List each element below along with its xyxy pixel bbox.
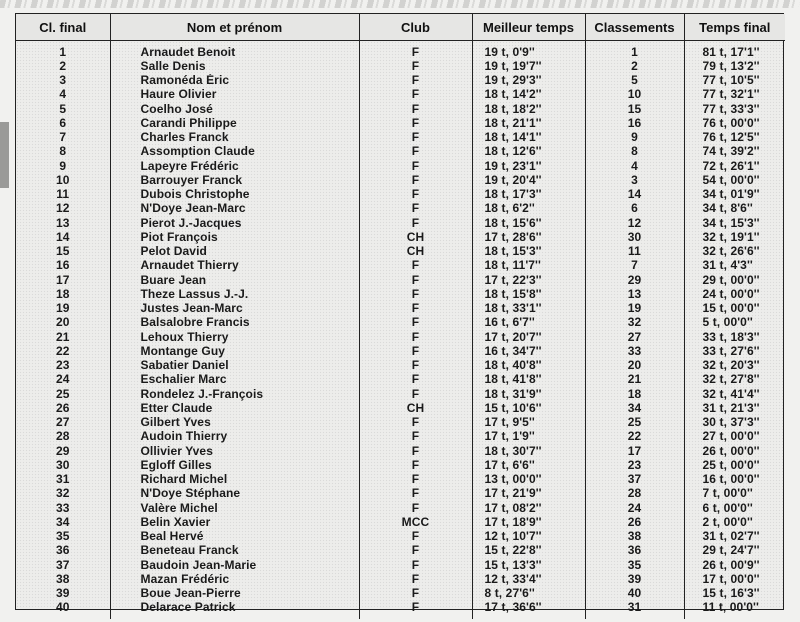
cell-name: Ollivier Yves <box>110 444 359 458</box>
cell-name: Carandi Philippe <box>110 116 359 130</box>
cell-final-time: 34 t, 15'3'' <box>702 216 760 230</box>
cell-final-rank: 21 <box>16 330 110 344</box>
table-row <box>16 587 785 601</box>
cell-final-time: 32 t, 26'6'' <box>702 244 760 259</box>
cell-final-time: 31 t, 4'3'' <box>702 258 753 273</box>
table-row <box>16 401 785 415</box>
cell-club: F <box>359 572 472 586</box>
cell-best-time: 12 t, 33'4'' <box>472 572 585 586</box>
cell-club: F <box>359 601 472 619</box>
cell-ranking: 32 <box>585 316 684 330</box>
cell-club: F <box>359 216 472 230</box>
cell-club: F <box>359 458 472 472</box>
cell-best-time: 15 t, 22'8'' <box>472 544 585 558</box>
table-header <box>16 14 785 41</box>
cell-ranking: 27 <box>585 330 684 344</box>
cell-final-time: 33 t, 27'6'' <box>702 344 760 358</box>
cell-final-time: 15 t, 00'0'' <box>702 301 760 316</box>
cell-best-time: 18 t, 15'8'' <box>472 287 585 301</box>
cell-best-time: 18 t, 18'2'' <box>472 102 585 116</box>
cell-final-time: 29 t, 24'7'' <box>702 543 760 558</box>
cell-final-rank: 2 <box>16 59 110 73</box>
cell-best-time: 18 t, 14'2'' <box>472 88 585 102</box>
cell-final-rank: 10 <box>16 173 110 187</box>
cell-ranking: 2 <box>585 59 684 73</box>
header-final-rank: Cl. final <box>16 14 110 41</box>
cell-final-time: 25 t, 00'0'' <box>702 458 760 472</box>
table-row <box>16 330 785 344</box>
cell-final-time: 81 t, 17'1'' <box>702 44 760 59</box>
cell-club: F <box>359 387 472 401</box>
cell-ranking: 29 <box>585 273 684 287</box>
cell-best-time: 18 t, 33'1'' <box>472 302 585 316</box>
cell-ranking: 1 <box>585 41 684 60</box>
cell-final-rank: 24 <box>16 373 110 387</box>
cell-club: F <box>359 473 472 487</box>
margin-mark <box>0 122 9 188</box>
cell-club: F <box>359 259 472 273</box>
cell-ranking: 25 <box>585 416 684 430</box>
table-row <box>16 572 785 586</box>
table-row <box>16 74 785 88</box>
table-row <box>16 302 785 316</box>
cell-club: CH <box>359 230 472 244</box>
cell-best-time: 16 t, 6'7'' <box>472 316 585 330</box>
cell-name: Justes Jean-Marc <box>110 302 359 316</box>
table-row <box>16 159 785 173</box>
table-row <box>16 88 785 102</box>
cell-final-time: 77 t, 33'3'' <box>702 102 760 116</box>
cell-name: Ramonéda Éric <box>110 74 359 88</box>
cell-best-time: 17 t, 20'7'' <box>472 330 585 344</box>
cell-club: MCC <box>359 515 472 529</box>
cell-name: Audoin Thierry <box>110 430 359 444</box>
cell-name: Delarace Patrick <box>110 601 359 619</box>
cell-club: F <box>359 344 472 358</box>
cell-final-rank: 37 <box>16 558 110 572</box>
cell-final-time: 77 t, 32'1'' <box>702 87 760 102</box>
table-row <box>16 41 785 60</box>
cell-final-rank: 28 <box>16 430 110 444</box>
cell-final-rank: 22 <box>16 344 110 358</box>
cell-final-rank: 16 <box>16 259 110 273</box>
cell-ranking: 12 <box>585 216 684 230</box>
cell-best-time: 19 t, 29'3'' <box>472 74 585 88</box>
cell-name: Arnaudet Thierry <box>110 259 359 273</box>
cell-name: Montange Guy <box>110 344 359 358</box>
table-row <box>16 188 785 202</box>
table-row <box>16 444 785 458</box>
cell-best-time: 19 t, 0'9'' <box>472 41 585 60</box>
cell-ranking: 9 <box>585 131 684 145</box>
cell-final-rank: 5 <box>16 102 110 116</box>
cell-final-time: 74 t, 39'2'' <box>702 144 760 159</box>
cell-best-time: 16 t, 34'7'' <box>472 344 585 358</box>
cell-final-time: 54 t, 00'0'' <box>702 173 760 187</box>
table-row <box>16 487 785 501</box>
cell-final-time: 29 t, 00'0'' <box>702 273 760 287</box>
cell-best-time: 17 t, 22'3'' <box>472 273 585 287</box>
cell-final-time: 6 t, 00'0'' <box>702 501 753 515</box>
cell-name: Theze Lassus J.-J. <box>110 287 359 301</box>
cell-best-time: 17 t, 08'2'' <box>472 501 585 515</box>
cell-club: F <box>359 530 472 544</box>
cell-best-time: 17 t, 9'5'' <box>472 416 585 430</box>
cell-ranking: 26 <box>585 515 684 529</box>
cell-final-rank: 30 <box>16 458 110 472</box>
cell-final-rank: 12 <box>16 202 110 216</box>
cell-ranking: 6 <box>585 202 684 216</box>
cell-ranking: 31 <box>585 601 684 619</box>
cell-ranking: 5 <box>585 74 684 88</box>
cell-name: Haure Olivier <box>110 88 359 102</box>
cell-name: Gilbert Yves <box>110 416 359 430</box>
cell-name: Coelho José <box>110 102 359 116</box>
cell-final-rank: 8 <box>16 145 110 159</box>
cell-name: Pelot David <box>110 245 359 259</box>
cell-name: Barrouyer Franck <box>110 173 359 187</box>
cell-name: Eschalier Marc <box>110 373 359 387</box>
cell-name: Baudoin Jean-Marie <box>110 558 359 572</box>
cell-final-rank: 26 <box>16 401 110 415</box>
cell-best-time: 19 t, 19'7'' <box>472 59 585 73</box>
cell-final-time: 11 t, 00'0'' <box>702 600 759 615</box>
cell-final-rank: 1 <box>16 41 110 60</box>
cell-ranking: 8 <box>585 145 684 159</box>
cell-name: Sabatier Daniel <box>110 359 359 373</box>
cropped-heading-fragment <box>0 0 800 8</box>
cell-best-time: 18 t, 12'6'' <box>472 145 585 159</box>
cell-final-time: 34 t, 8'6'' <box>702 201 753 216</box>
cell-ranking: 4 <box>585 159 684 173</box>
table-row <box>16 102 785 116</box>
cell-name: N'Doye Jean-Marc <box>110 202 359 216</box>
table-row <box>16 530 785 544</box>
cell-name: Salle Denis <box>110 59 359 73</box>
cell-club: F <box>359 202 472 216</box>
cell-final-time: 17 t, 00'0'' <box>702 572 760 586</box>
cell-club: F <box>359 102 472 116</box>
cell-name: Lehoux Thierry <box>110 330 359 344</box>
cell-best-time: 18 t, 15'3'' <box>472 245 585 259</box>
cell-club: F <box>359 131 472 145</box>
table-row <box>16 245 785 259</box>
cell-name: Valère Michel <box>110 501 359 515</box>
cell-ranking: 11 <box>585 245 684 259</box>
cell-ranking: 18 <box>585 387 684 401</box>
cell-best-time: 19 t, 23'1'' <box>472 159 585 173</box>
cell-club: F <box>359 444 472 458</box>
cell-name: Rondelez J.-François <box>110 387 359 401</box>
table-row <box>16 173 785 187</box>
cell-final-rank: 29 <box>16 444 110 458</box>
cell-final-rank: 6 <box>16 116 110 130</box>
header-club: Club <box>359 14 472 41</box>
cell-name: Dubois Christophe <box>110 188 359 202</box>
cell-ranking: 40 <box>585 587 684 601</box>
cell-final-rank: 25 <box>16 387 110 401</box>
cell-ranking: 37 <box>585 473 684 487</box>
cell-ranking: 17 <box>585 444 684 458</box>
cell-best-time: 18 t, 14'1'' <box>472 131 585 145</box>
cell-club: F <box>359 316 472 330</box>
cell-name: Buare Jean <box>110 273 359 287</box>
header-rankings: Classements <box>585 14 684 41</box>
table-row <box>16 344 785 358</box>
cell-final-rank: 3 <box>16 74 110 88</box>
cell-final-time: 16 t, 00'0'' <box>702 472 760 487</box>
cell-final-rank: 4 <box>16 88 110 102</box>
cell-name: Lapeyre Frédéric <box>110 159 359 173</box>
table-row <box>16 558 785 572</box>
table-row <box>16 259 785 273</box>
header-row <box>16 14 785 41</box>
table-row <box>16 387 785 401</box>
cell-final-time: 31 t, 02'7'' <box>702 529 760 544</box>
cell-final-time: 32 t, 19'1'' <box>702 230 760 244</box>
cell-ranking: 14 <box>585 188 684 202</box>
cell-best-time: 17 t, 28'6'' <box>472 230 585 244</box>
cell-ranking: 38 <box>585 530 684 544</box>
cell-final-rank: 35 <box>16 530 110 544</box>
cell-name: Beneteau Franck <box>110 544 359 558</box>
cell-best-time: 18 t, 30'7'' <box>472 444 585 458</box>
cell-ranking: 39 <box>585 572 684 586</box>
cell-ranking: 30 <box>585 230 684 244</box>
cell-ranking: 15 <box>585 102 684 116</box>
cell-club: F <box>359 330 472 344</box>
cell-ranking: 16 <box>585 116 684 130</box>
cell-best-time: 15 t, 10'6'' <box>472 401 585 415</box>
cell-final-time: 31 t, 21'3'' <box>702 401 760 415</box>
table-row <box>16 601 785 619</box>
cell-final-time: 26 t, 00'9'' <box>702 558 760 572</box>
cell-name: Richard Michel <box>110 473 359 487</box>
cell-best-time: 17 t, 36'6'' <box>472 601 585 619</box>
cell-ranking: 22 <box>585 430 684 444</box>
cell-final-time: 76 t, 00'0'' <box>702 116 760 130</box>
cell-final-rank: 19 <box>16 302 110 316</box>
cell-ranking: 28 <box>585 487 684 501</box>
cell-club: F <box>359 159 472 173</box>
table-row <box>16 145 785 159</box>
cell-final-rank: 23 <box>16 359 110 373</box>
cell-final-rank: 13 <box>16 216 110 230</box>
cell-ranking: 19 <box>585 302 684 316</box>
cell-final-time: 26 t, 00'0'' <box>702 444 760 458</box>
table-row <box>16 515 785 529</box>
cell-final-time: 5 t, 00'0'' <box>702 315 753 330</box>
cell-best-time: 18 t, 11'7'' <box>472 259 585 273</box>
cell-name: Beal Hervé <box>110 530 359 544</box>
table-row <box>16 473 785 487</box>
cell-best-time: 12 t, 10'7'' <box>472 530 585 544</box>
header-name: Nom et prénom <box>110 14 359 41</box>
cell-best-time: 17 t, 6'6'' <box>472 458 585 472</box>
cell-club: F <box>359 359 472 373</box>
cell-best-time: 15 t, 13'3'' <box>472 558 585 572</box>
cell-final-rank: 15 <box>16 245 110 259</box>
results-table <box>16 14 785 619</box>
cell-best-time: 17 t, 18'9'' <box>472 515 585 529</box>
cell-club: CH <box>359 401 472 415</box>
cell-final-rank: 31 <box>16 473 110 487</box>
cell-ranking: 10 <box>585 88 684 102</box>
cell-final-time: 34 t, 01'9'' <box>702 187 760 202</box>
table-row <box>16 273 785 287</box>
cell-club: F <box>359 544 472 558</box>
cell-best-time: 18 t, 40'8'' <box>472 359 585 373</box>
table-row <box>16 501 785 515</box>
cell-final-rank: 34 <box>16 515 110 529</box>
cell-final-rank: 11 <box>16 188 110 202</box>
cell-club: F <box>359 501 472 515</box>
cell-final-time: 32 t, 41'4'' <box>702 387 760 401</box>
cell-final-time: 32 t, 20'3'' <box>702 358 760 373</box>
table-row <box>16 216 785 230</box>
cell-best-time: 18 t, 6'2'' <box>472 202 585 216</box>
cell-name: Boue Jean-Pierre <box>110 587 359 601</box>
cell-club: F <box>359 302 472 316</box>
cell-ranking: 36 <box>585 544 684 558</box>
header-final-time: Temps final <box>684 14 785 41</box>
cell-final-time: 15 t, 16'3'' <box>702 586 760 601</box>
cell-final-time: 30 t, 37'3'' <box>702 415 760 430</box>
cell-final-rank: 14 <box>16 230 110 244</box>
cell-final-time: 7 t, 00'0'' <box>702 486 753 501</box>
cell-ranking: 35 <box>585 558 684 572</box>
cell-club: F <box>359 430 472 444</box>
cell-final-rank: 33 <box>16 501 110 515</box>
cell-final-time: 2 t, 00'0'' <box>702 515 753 529</box>
cell-ranking: 21 <box>585 373 684 387</box>
table-body <box>16 41 785 620</box>
table-row <box>16 287 785 301</box>
cell-final-time: 24 t, 00'0'' <box>702 287 760 301</box>
cell-name: Mazan Frédéric <box>110 572 359 586</box>
cell-club: F <box>359 116 472 130</box>
results-sheet <box>15 13 784 615</box>
cell-best-time: 18 t, 17'3'' <box>472 188 585 202</box>
cell-name: Arnaudet Benoit <box>110 41 359 60</box>
cell-club: F <box>359 287 472 301</box>
cell-final-rank: 18 <box>16 287 110 301</box>
table-row <box>16 373 785 387</box>
cell-best-time: 17 t, 1'9'' <box>472 430 585 444</box>
cell-ranking: 23 <box>585 458 684 472</box>
cell-final-time: 33 t, 18'3'' <box>702 330 760 344</box>
cell-final-rank: 39 <box>16 587 110 601</box>
table-row <box>16 416 785 430</box>
table-row <box>16 202 785 216</box>
table-row <box>16 458 785 472</box>
cell-name: Pierot J.-Jacques <box>110 216 359 230</box>
cell-club: F <box>359 188 472 202</box>
cell-final-rank: 9 <box>16 159 110 173</box>
cell-final-time: 32 t, 27'8'' <box>702 372 760 387</box>
cell-final-rank: 36 <box>16 544 110 558</box>
cell-club: F <box>359 558 472 572</box>
cell-best-time: 18 t, 41'8'' <box>472 373 585 387</box>
cell-name: N'Doye Stéphane <box>110 487 359 501</box>
cell-name: Piot François <box>110 230 359 244</box>
cell-club: F <box>359 41 472 60</box>
cell-final-rank: 38 <box>16 572 110 586</box>
cell-final-rank: 7 <box>16 131 110 145</box>
table-row <box>16 316 785 330</box>
cell-best-time: 13 t, 00'0'' <box>472 473 585 487</box>
cell-club: F <box>359 373 472 387</box>
cell-name: Charles Franck <box>110 131 359 145</box>
cell-ranking: 20 <box>585 359 684 373</box>
cell-club: F <box>359 59 472 73</box>
cell-name: Assomption Claude <box>110 145 359 159</box>
table-row <box>16 544 785 558</box>
cell-best-time: 18 t, 21'1'' <box>472 116 585 130</box>
cell-club: F <box>359 88 472 102</box>
cell-ranking: 34 <box>585 401 684 415</box>
cell-best-time: 18 t, 31'9'' <box>472 387 585 401</box>
cell-best-time: 8 t, 27'6'' <box>472 587 585 601</box>
cell-club: F <box>359 587 472 601</box>
cell-final-time: 79 t, 13'2'' <box>702 59 760 73</box>
header-best-time: Meilleur temps <box>472 14 585 41</box>
cell-ranking: 7 <box>585 259 684 273</box>
table-row <box>16 59 785 73</box>
cell-final-time: 76 t, 12'5'' <box>702 130 760 145</box>
cell-best-time: 17 t, 21'9'' <box>472 487 585 501</box>
cell-club: F <box>359 145 472 159</box>
cell-name: Balsalobre Francis <box>110 316 359 330</box>
cell-club: F <box>359 173 472 187</box>
cell-final-time: 27 t, 00'0'' <box>702 429 760 444</box>
table-row <box>16 359 785 373</box>
cell-club: F <box>359 74 472 88</box>
cell-final-rank: 32 <box>16 487 110 501</box>
cell-final-rank: 40 <box>16 601 110 619</box>
table-row <box>16 131 785 145</box>
cell-final-rank: 27 <box>16 416 110 430</box>
cell-ranking: 13 <box>585 287 684 301</box>
cell-ranking: 24 <box>585 501 684 515</box>
cell-best-time: 19 t, 20'4'' <box>472 173 585 187</box>
cell-name: Etter Claude <box>110 401 359 415</box>
cell-name: Belin Xavier <box>110 515 359 529</box>
cell-best-time: 18 t, 15'6'' <box>472 216 585 230</box>
cell-ranking: 3 <box>585 173 684 187</box>
cell-name: Egloff Gilles <box>110 458 359 472</box>
cell-ranking: 33 <box>585 344 684 358</box>
cell-club: CH <box>359 245 472 259</box>
cell-final-rank: 20 <box>16 316 110 330</box>
cell-club: F <box>359 487 472 501</box>
cell-final-time: 72 t, 26'1'' <box>702 159 760 173</box>
cell-club: F <box>359 416 472 430</box>
table-row <box>16 230 785 244</box>
table-row <box>16 116 785 130</box>
cell-final-time: 77 t, 10'5'' <box>702 73 760 88</box>
cell-club: F <box>359 273 472 287</box>
cell-final-rank: 17 <box>16 273 110 287</box>
table-row <box>16 430 785 444</box>
